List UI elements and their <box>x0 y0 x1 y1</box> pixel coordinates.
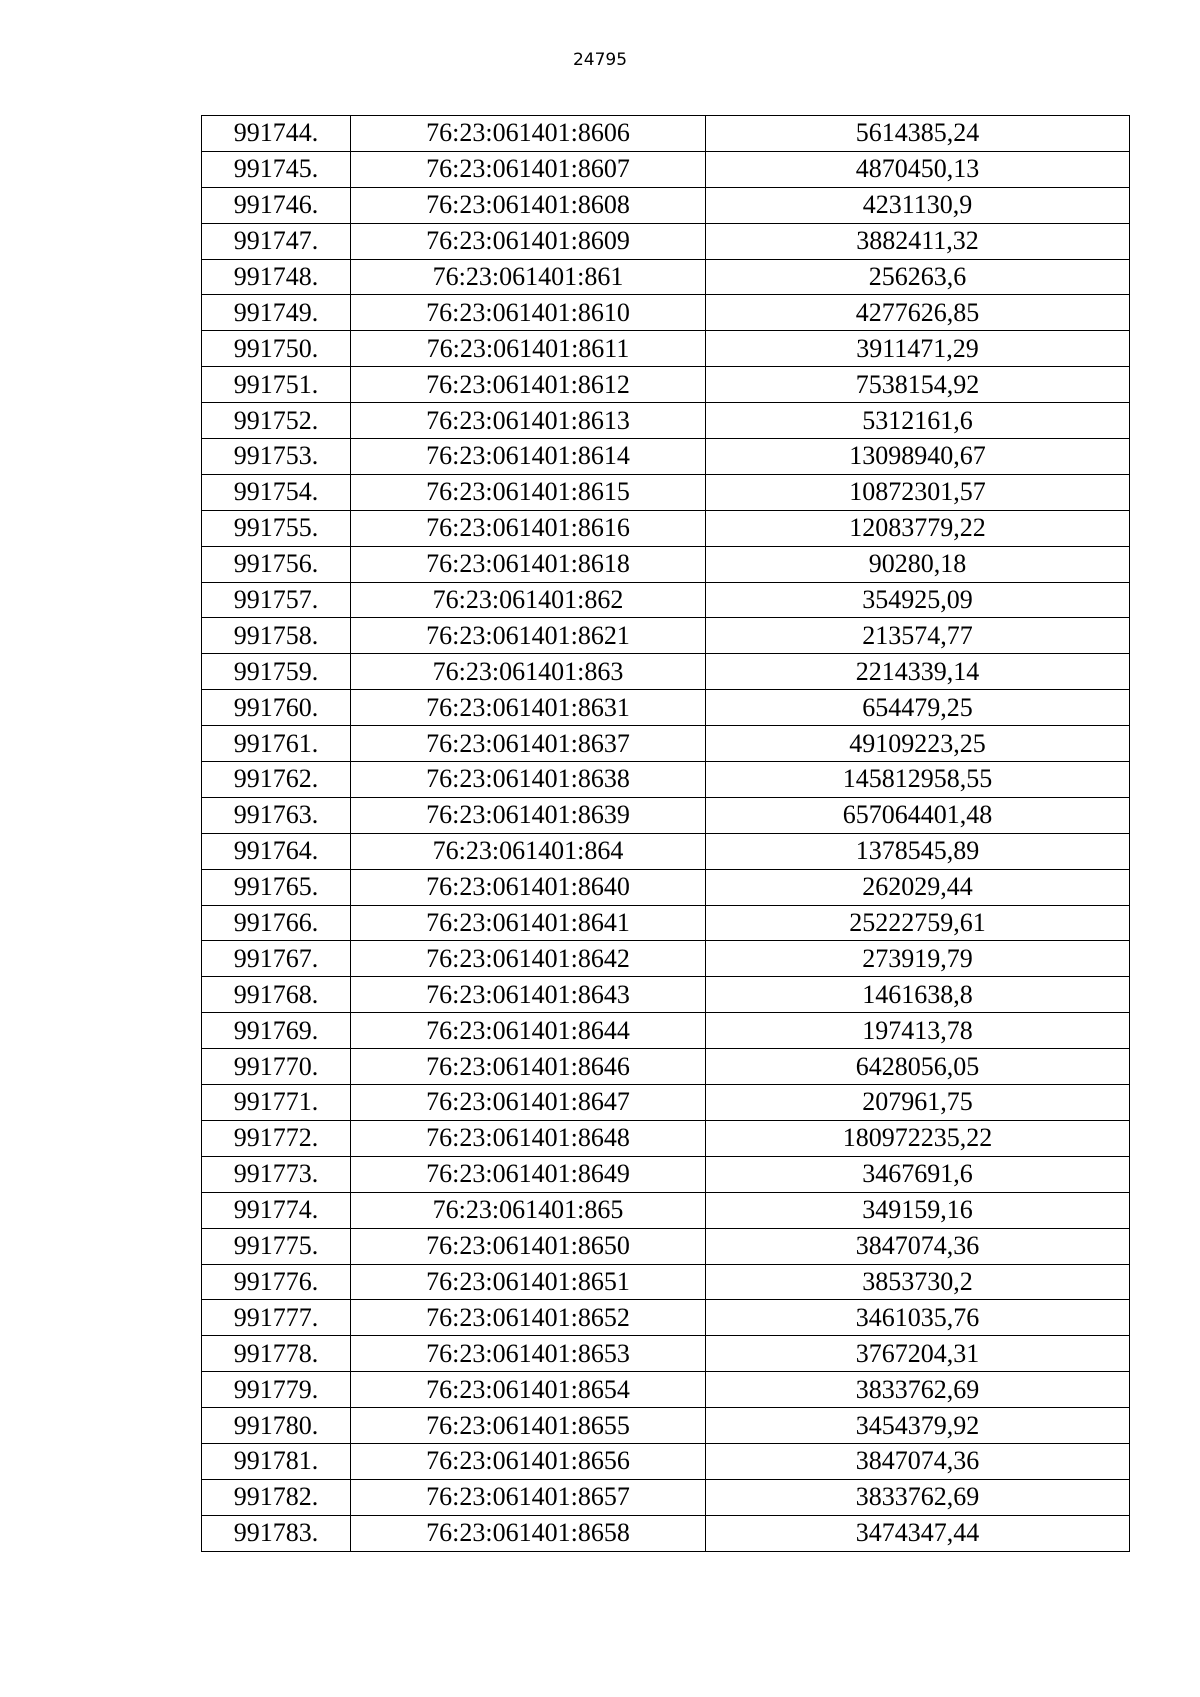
row-number-cell: 991746. <box>202 187 351 223</box>
row-number-cell: 991757. <box>202 582 351 618</box>
value-cell: 3454379,92 <box>706 1408 1130 1444</box>
row-number-cell: 991770. <box>202 1049 351 1085</box>
row-number-cell: 991759. <box>202 654 351 690</box>
table-row <box>202 1372 1130 1408</box>
value-cell: 10872301,57 <box>706 474 1130 510</box>
table-row <box>202 367 1130 403</box>
row-number-cell: 991780. <box>202 1408 351 1444</box>
table-row <box>202 223 1130 259</box>
table-row <box>202 295 1130 331</box>
table-row <box>202 941 1130 977</box>
page-number: 24795 <box>572 50 628 70</box>
value-cell: 145812958,55 <box>706 762 1130 798</box>
cadastral-number-cell: 76:23:061401:8607 <box>351 151 706 187</box>
cadastral-number-cell: 76:23:061401:8647 <box>351 1085 706 1121</box>
value-cell: 3474347,44 <box>706 1515 1130 1551</box>
row-number-cell: 991782. <box>202 1479 351 1515</box>
row-number-cell: 991776. <box>202 1264 351 1300</box>
table-row <box>202 869 1130 905</box>
cadastral-number-cell: 76:23:061401:863 <box>351 654 706 690</box>
value-cell: 4231130,9 <box>706 187 1130 223</box>
value-cell: 5312161,6 <box>706 403 1130 439</box>
cadastral-number-cell: 76:23:061401:8609 <box>351 223 706 259</box>
table-row <box>202 331 1130 367</box>
cadastral-number-cell: 76:23:061401:865 <box>351 1192 706 1228</box>
table-row <box>202 726 1130 762</box>
cadastral-number-cell: 76:23:061401:861 <box>351 259 706 295</box>
row-number-cell: 991778. <box>202 1336 351 1372</box>
table-row <box>202 439 1130 475</box>
cadastral-number-cell: 76:23:061401:8641 <box>351 905 706 941</box>
value-cell: 3833762,69 <box>706 1372 1130 1408</box>
value-cell: 6428056,05 <box>706 1049 1130 1085</box>
value-cell: 3833762,69 <box>706 1479 1130 1515</box>
table-row <box>202 1085 1130 1121</box>
table-row <box>202 403 1130 439</box>
table-row <box>202 1049 1130 1085</box>
value-cell: 273919,79 <box>706 941 1130 977</box>
table-row <box>202 546 1130 582</box>
value-cell: 654479,25 <box>706 690 1130 726</box>
table-row <box>202 474 1130 510</box>
row-number-cell: 991748. <box>202 259 351 295</box>
table-row <box>202 833 1130 869</box>
cadastral-number-cell: 76:23:061401:8610 <box>351 295 706 331</box>
table-row <box>202 510 1130 546</box>
cadastral-number-cell: 76:23:061401:8654 <box>351 1372 706 1408</box>
table-row <box>202 797 1130 833</box>
value-cell: 3467691,6 <box>706 1156 1130 1192</box>
row-number-cell: 991777. <box>202 1300 351 1336</box>
row-number-cell: 991766. <box>202 905 351 941</box>
table-row <box>202 116 1130 152</box>
value-cell: 354925,09 <box>706 582 1130 618</box>
value-cell: 657064401,48 <box>706 797 1130 833</box>
table-row <box>202 690 1130 726</box>
table-row <box>202 977 1130 1013</box>
value-cell: 207961,75 <box>706 1085 1130 1121</box>
cadastral-number-cell: 76:23:061401:8646 <box>351 1049 706 1085</box>
value-cell: 49109223,25 <box>706 726 1130 762</box>
row-number-cell: 991756. <box>202 546 351 582</box>
table-row <box>202 762 1130 798</box>
cadastral-number-cell: 76:23:061401:8608 <box>351 187 706 223</box>
table-row <box>202 1515 1130 1551</box>
table-row <box>202 654 1130 690</box>
value-cell: 3853730,2 <box>706 1264 1130 1300</box>
cadastral-number-cell: 76:23:061401:8614 <box>351 439 706 475</box>
row-number-cell: 991781. <box>202 1443 351 1479</box>
value-cell: 13098940,67 <box>706 439 1130 475</box>
row-number-cell: 991749. <box>202 295 351 331</box>
row-number-cell: 991744. <box>202 116 351 152</box>
value-cell: 2214339,14 <box>706 654 1130 690</box>
row-number-cell: 991751. <box>202 367 351 403</box>
cadastral-number-cell: 76:23:061401:8648 <box>351 1120 706 1156</box>
cadastral-number-cell: 76:23:061401:8650 <box>351 1228 706 1264</box>
value-cell: 3461035,76 <box>706 1300 1130 1336</box>
value-cell: 256263,6 <box>706 259 1130 295</box>
value-cell: 7538154,92 <box>706 367 1130 403</box>
cadastral-number-cell: 76:23:061401:8643 <box>351 977 706 1013</box>
value-cell: 4277626,85 <box>706 295 1130 331</box>
row-number-cell: 991750. <box>202 331 351 367</box>
value-cell: 90280,18 <box>706 546 1130 582</box>
value-cell: 12083779,22 <box>706 510 1130 546</box>
table-row <box>202 1192 1130 1228</box>
cadastral-number-cell: 76:23:061401:8618 <box>351 546 706 582</box>
cadastral-number-cell: 76:23:061401:862 <box>351 582 706 618</box>
row-number-cell: 991762. <box>202 762 351 798</box>
cadastral-number-cell: 76:23:061401:8655 <box>351 1408 706 1444</box>
table-row <box>202 582 1130 618</box>
value-cell: 213574,77 <box>706 618 1130 654</box>
row-number-cell: 991754. <box>202 474 351 510</box>
table-row <box>202 1300 1130 1336</box>
cadastral-number-cell: 76:23:061401:8642 <box>351 941 706 977</box>
cadastral-number-cell: 76:23:061401:8640 <box>351 869 706 905</box>
cadastral-number-cell: 76:23:061401:864 <box>351 833 706 869</box>
table-row <box>202 1120 1130 1156</box>
table-row <box>202 1479 1130 1515</box>
cadastral-number-cell: 76:23:061401:8631 <box>351 690 706 726</box>
cadastral-number-cell: 76:23:061401:8657 <box>351 1479 706 1515</box>
table-row <box>202 618 1130 654</box>
row-number-cell: 991755. <box>202 510 351 546</box>
table-row <box>202 1264 1130 1300</box>
value-cell: 3847074,36 <box>706 1228 1130 1264</box>
row-number-cell: 991779. <box>202 1372 351 1408</box>
table-row <box>202 1013 1130 1049</box>
row-number-cell: 991775. <box>202 1228 351 1264</box>
cadastral-number-cell: 76:23:061401:8611 <box>351 331 706 367</box>
table-row <box>202 1336 1130 1372</box>
row-number-cell: 991752. <box>202 403 351 439</box>
value-cell: 3882411,32 <box>706 223 1130 259</box>
cadastral-number-cell: 76:23:061401:8606 <box>351 116 706 152</box>
table-row <box>202 1156 1130 1192</box>
cadastral-number-cell: 76:23:061401:8656 <box>351 1443 706 1479</box>
cadastral-table <box>201 115 1130 1552</box>
row-number-cell: 991768. <box>202 977 351 1013</box>
row-number-cell: 991761. <box>202 726 351 762</box>
row-number-cell: 991773. <box>202 1156 351 1192</box>
cadastral-number-cell: 76:23:061401:8615 <box>351 474 706 510</box>
value-cell: 4870450,13 <box>706 151 1130 187</box>
row-number-cell: 991771. <box>202 1085 351 1121</box>
table-row <box>202 187 1130 223</box>
value-cell: 349159,16 <box>706 1192 1130 1228</box>
table-row <box>202 151 1130 187</box>
row-number-cell: 991767. <box>202 941 351 977</box>
table-body <box>202 116 1130 1552</box>
table-row <box>202 1443 1130 1479</box>
cadastral-number-cell: 76:23:061401:8649 <box>351 1156 706 1192</box>
value-cell: 3847074,36 <box>706 1443 1130 1479</box>
value-cell: 1461638,8 <box>706 977 1130 1013</box>
row-number-cell: 991764. <box>202 833 351 869</box>
value-cell: 180972235,22 <box>706 1120 1130 1156</box>
row-number-cell: 991765. <box>202 869 351 905</box>
value-cell: 1378545,89 <box>706 833 1130 869</box>
row-number-cell: 991769. <box>202 1013 351 1049</box>
cadastral-number-cell: 76:23:061401:8652 <box>351 1300 706 1336</box>
row-number-cell: 991747. <box>202 223 351 259</box>
row-number-cell: 991774. <box>202 1192 351 1228</box>
cadastral-number-cell: 76:23:061401:8639 <box>351 797 706 833</box>
cadastral-number-cell: 76:23:061401:8612 <box>351 367 706 403</box>
cadastral-number-cell: 76:23:061401:8651 <box>351 1264 706 1300</box>
value-cell: 3767204,31 <box>706 1336 1130 1372</box>
row-number-cell: 991753. <box>202 439 351 475</box>
value-cell: 262029,44 <box>706 869 1130 905</box>
table-row <box>202 259 1130 295</box>
cadastral-number-cell: 76:23:061401:8616 <box>351 510 706 546</box>
cadastral-number-cell: 76:23:061401:8658 <box>351 1515 706 1551</box>
value-cell: 5614385,24 <box>706 116 1130 152</box>
value-cell: 3911471,29 <box>706 331 1130 367</box>
value-cell: 25222759,61 <box>706 905 1130 941</box>
table-row <box>202 905 1130 941</box>
cadastral-number-cell: 76:23:061401:8637 <box>351 726 706 762</box>
cadastral-number-cell: 76:23:061401:8653 <box>351 1336 706 1372</box>
row-number-cell: 991772. <box>202 1120 351 1156</box>
cadastral-number-cell: 76:23:061401:8638 <box>351 762 706 798</box>
row-number-cell: 991783. <box>202 1515 351 1551</box>
row-number-cell: 991763. <box>202 797 351 833</box>
cadastral-number-cell: 76:23:061401:8621 <box>351 618 706 654</box>
cadastral-number-cell: 76:23:061401:8644 <box>351 1013 706 1049</box>
cadastral-number-cell: 76:23:061401:8613 <box>351 403 706 439</box>
row-number-cell: 991758. <box>202 618 351 654</box>
row-number-cell: 991745. <box>202 151 351 187</box>
row-number-cell: 991760. <box>202 690 351 726</box>
value-cell: 197413,78 <box>706 1013 1130 1049</box>
table-row <box>202 1408 1130 1444</box>
table-row <box>202 1228 1130 1264</box>
